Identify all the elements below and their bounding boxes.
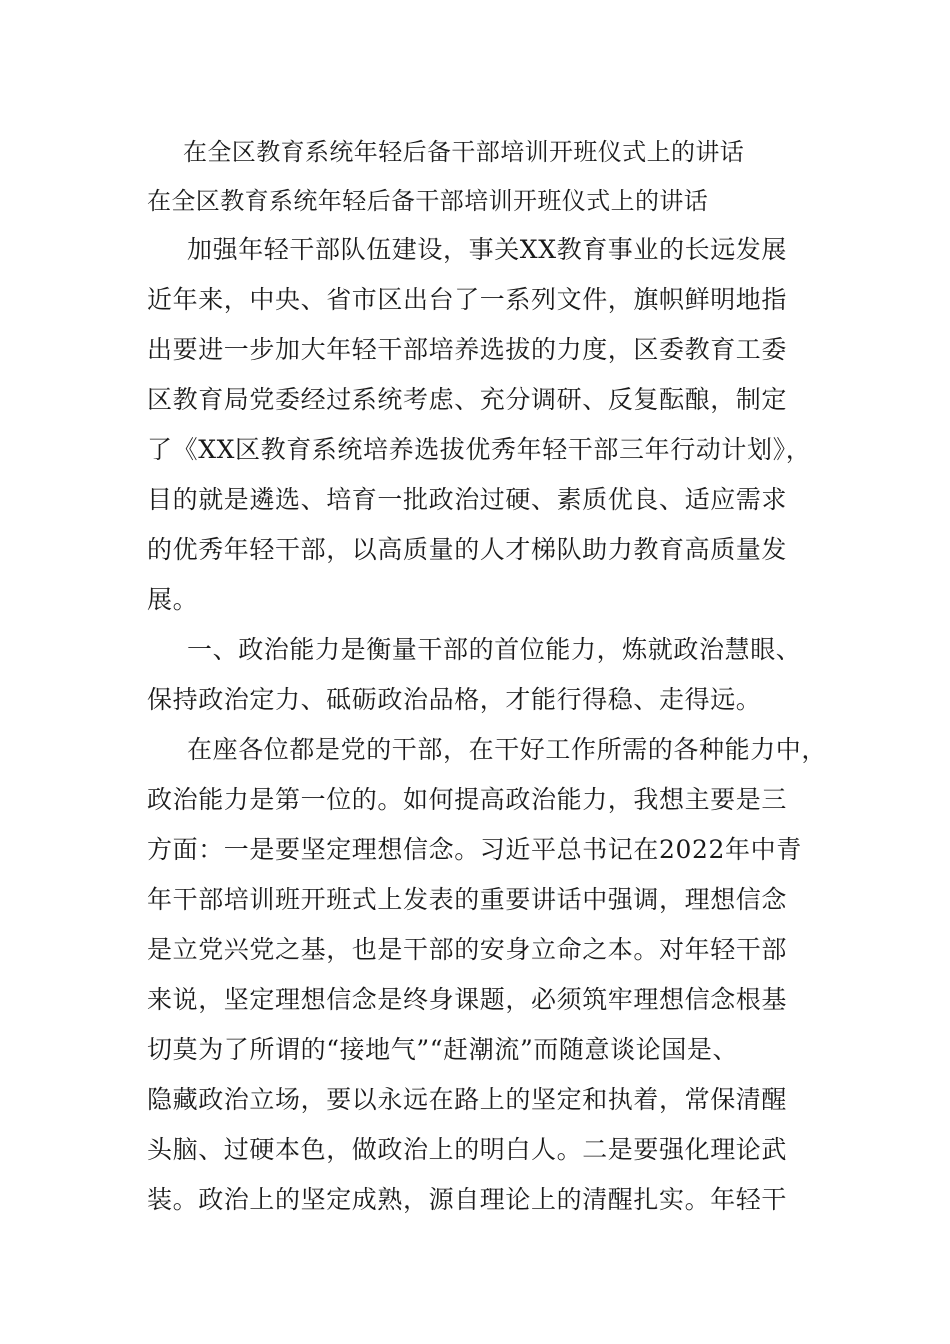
paragraph-line: 隐藏政治立场，要以永远在路上的坚定和执着，常保清醒 xyxy=(147,1085,788,1114)
paragraph-line: 了《XX区教育系统培养选拔优秀年轻干部三年行动计划》， xyxy=(147,435,812,464)
paragraph-line: 切莫为了所谓的“接地气”“赶潮流”而随意谈论国是、 xyxy=(147,1035,739,1064)
paragraph-line: 在座各位都是党的干部，在干好工作所需的各种能力中， xyxy=(187,735,828,764)
document-subheading: 在全区教育系统年轻后备干部培训开班仪式上的讲话 xyxy=(147,187,709,215)
paragraph-line: 加强年轻干部队伍建设，事关XX教育事业的长远发展 xyxy=(187,235,787,264)
paragraph-line: 政治能力是第一位的。如何提高政治能力，我想主要是三 xyxy=(147,785,788,814)
paragraph-line: 是立党兴党之基，也是干部的安身立命之本。对年轻干部 xyxy=(147,935,788,964)
paragraph-line: 来说，坚定理想信念是终身课题，必须筑牢理想信念根基 xyxy=(147,985,788,1014)
paragraph-line: 近年来，中央、省市区出台了一系列文件，旗帜鲜明地指 xyxy=(147,285,788,314)
document-heading: 在全区教育系统年轻后备干部培训开班仪式上的讲话 xyxy=(183,138,745,166)
paragraph-line: 的优秀年轻干部，以高质量的人才梯队助力教育高质量发 xyxy=(147,535,788,564)
paragraph-line: 装。政治上的坚定成熟，源自理论上的清醒扎实。年轻干 xyxy=(147,1185,788,1214)
paragraph-line: 一、政治能力是衡量干部的首位能力，炼就政治慧眼、 xyxy=(187,635,802,664)
paragraph-line: 年干部培训班开班式上发表的重要讲话中强调，理想信念 xyxy=(147,885,788,914)
paragraph-line: 保持政治定力、砥砺政治品格，才能行得稳、走得远。 xyxy=(147,685,762,714)
paragraph-line: 头脑、过硬本色，做政治上的明白人。二是要强化理论武 xyxy=(147,1135,788,1164)
paragraph-line: 方面：一是要坚定理想信念。习近平总书记在2022年中青 xyxy=(147,835,802,864)
paragraph-line: 出要进一步加大年轻干部培养选拔的力度，区委教育工委 xyxy=(147,335,788,364)
paragraph-line: 区教育局党委经过系统考虑、充分调研、反复酝酿，制定 xyxy=(147,385,788,414)
paragraph-line: 目的就是遴选、培育一批政治过硬、素质优良、适应需求 xyxy=(147,485,788,514)
paragraph-line: 展。 xyxy=(147,585,199,614)
